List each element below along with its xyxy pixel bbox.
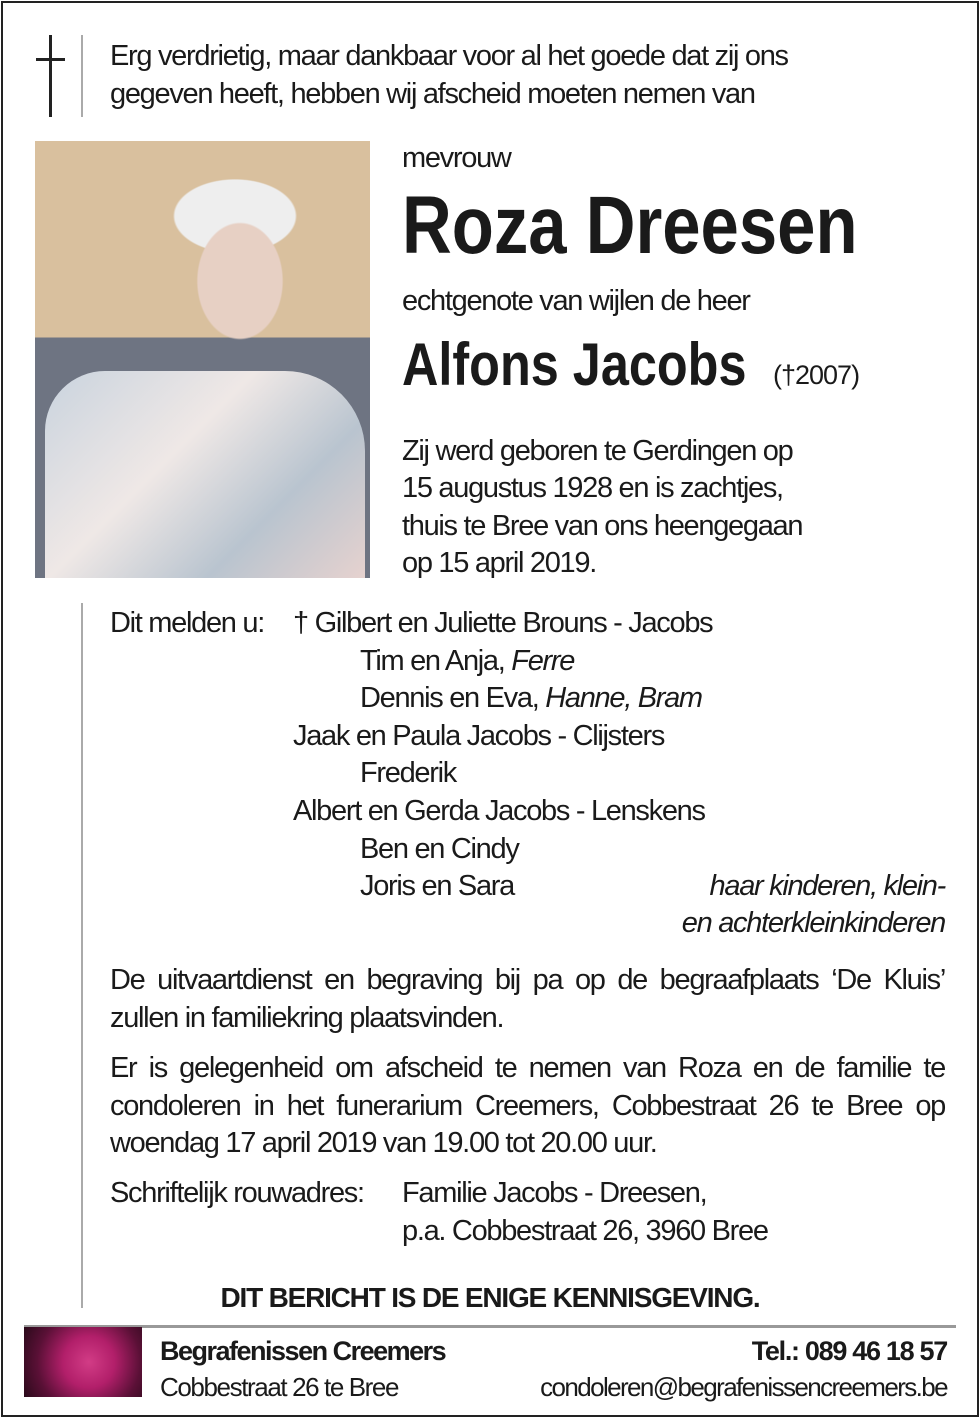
company-name: Begrafenissen Creemers	[160, 1336, 446, 1366]
family-role: en achterkleinkinderen	[681, 907, 945, 939]
address-label: Schriftelijk rouwadres:	[110, 1177, 364, 1209]
company-phone: Tel.: 089 46 18 57	[751, 1336, 947, 1366]
footer-separator	[24, 1325, 956, 1328]
rose-logo	[24, 1327, 142, 1397]
family-member	[293, 793, 705, 831]
address-line: Familie Jacobs - Dreesen,	[402, 1177, 707, 1209]
family-member-names: Dennis en Eva,	[360, 682, 546, 715]
intro-line: Erg verdrietig, maar dankbaar voor al het goede dat zij ons	[110, 40, 788, 72]
divider-line	[81, 603, 83, 1308]
family-member	[360, 868, 514, 906]
family-member	[360, 680, 702, 718]
family-member	[360, 643, 574, 681]
birth-line: 15 augustus 1928 en is zachtjes,	[402, 472, 783, 504]
company-street: Cobbestraat 26 te Bree	[160, 1372, 399, 1402]
family-member-names: Joris en Sara	[360, 870, 514, 903]
address-line: p.a. Cobbestraat 26, 3960 Bree	[402, 1215, 768, 1247]
portrait-photo	[35, 141, 370, 578]
title-prefix: mevrouw	[402, 142, 511, 174]
family-member	[293, 605, 712, 643]
birth-line: op 15 april 2019.	[402, 547, 596, 579]
announce-label: Dit melden u:	[110, 607, 264, 639]
deceased-name: Roza Dreesen	[402, 180, 858, 271]
condolence-text: Er is gelegenheid om afscheid te nemen van Roza en de familie te condoleren in het funerarium Creemers, Cobbestraat 26 te Bree op woendag 17 april 2019 van 19.00 tot 20.00 uur.	[110, 1052, 945, 1159]
family-member	[360, 831, 519, 869]
grandchildren-names: Ferre	[511, 644, 575, 677]
grandchildren-names: Hanne, Bram	[545, 682, 702, 715]
spouse-prefix: echtgenote van wijlen de heer	[402, 285, 750, 317]
family-role: haar kinderen, klein-	[709, 870, 945, 902]
funeral-text: De uitvaartdienst en begraving bij pa op de begraafplaats ‘De Kluis’ zullen in familiekring plaatsvinden.	[110, 964, 945, 1034]
family-member-names: Albert en Gerda Jacobs - Lenskens	[293, 795, 705, 827]
sole-notice: DIT BERICHT IS DE ENIGE KENNISGEVING.	[220, 1282, 760, 1313]
company-email[interactable]: condoleren@begrafenissencreemers.be	[540, 1372, 947, 1402]
family-member	[293, 718, 664, 756]
family-member-names: Frederik	[360, 757, 456, 790]
family-member-names: Jaak en Paula Jacobs - Clijsters	[293, 719, 665, 752]
birth-line: thuis te Bree van ons heengegaan	[402, 510, 803, 542]
divider-line	[81, 35, 83, 117]
family-member-names: Tim en Anja,	[360, 644, 512, 677]
intro-line: gegeven heeft, hebben wij afscheid moeten nemen van	[110, 78, 755, 110]
family-member-names: † Gilbert en Juliette Brouns - Jacobs	[293, 607, 713, 639]
spouse-death-year: (†2007)	[773, 360, 860, 390]
family-member	[360, 755, 456, 793]
spouse-name: Alfons Jacobs	[402, 331, 747, 398]
birth-line: Zij werd geboren te Gerdingen op	[402, 435, 793, 467]
family-member-names: Ben en Cindy	[360, 832, 519, 865]
